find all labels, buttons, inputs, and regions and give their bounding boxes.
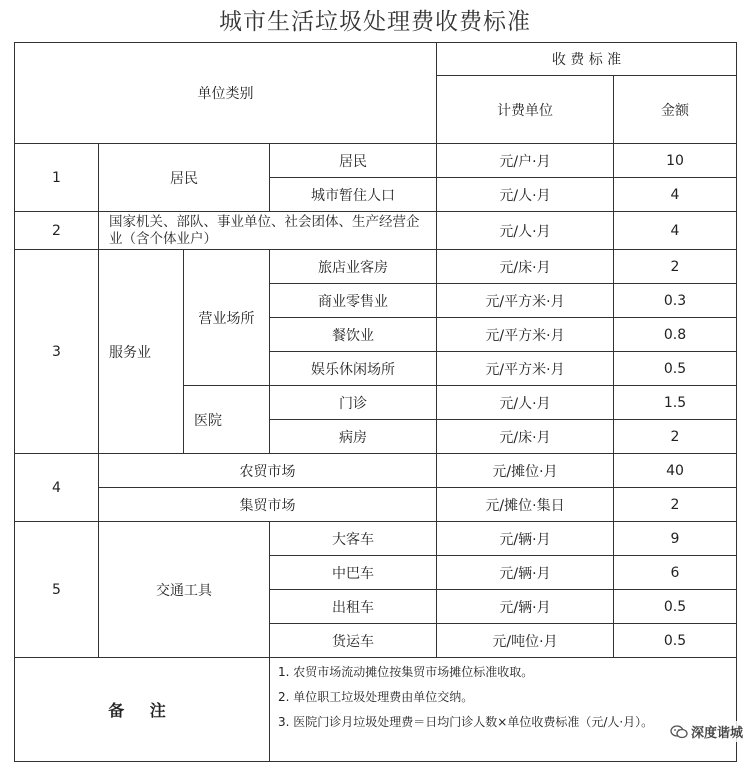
notes-label: 备 注 xyxy=(15,658,270,762)
page-title: 城市生活垃圾处理费收费标准 xyxy=(219,9,531,35)
note-item: 2. 单位职工垃圾处理费由单位交纳。 xyxy=(278,690,474,704)
note-item: 3. 医院门诊月垃圾处理费＝日均门诊人数×单位收费标准（元/人·月）。 xyxy=(278,715,654,729)
item-name: 病房 xyxy=(270,420,437,454)
billing-unit: 元/人·月 xyxy=(437,178,614,212)
billing-unit: 元/户·月 xyxy=(437,144,614,178)
watermark-text: 深度谐城 xyxy=(690,726,743,741)
item-name: 商业零售业 xyxy=(270,284,437,318)
wechat-icon xyxy=(670,725,688,739)
amount: 0.5 xyxy=(614,624,737,658)
item-name: 出租车 xyxy=(270,590,437,624)
item-name: 旅店业客房 xyxy=(270,250,437,284)
amount: 10 xyxy=(614,144,737,178)
amount: 4 xyxy=(614,178,737,212)
subgroup-name: 医院 xyxy=(184,386,270,454)
amount: 0.3 xyxy=(614,284,737,318)
group-number: 2 xyxy=(15,212,99,250)
billing-unit: 元/人·月 xyxy=(437,386,614,420)
amount: 0.8 xyxy=(614,318,737,352)
billing-unit: 元/吨位·月 xyxy=(437,624,614,658)
billing-unit: 元/床·月 xyxy=(437,420,614,454)
group-number: 5 xyxy=(15,522,99,658)
watermark xyxy=(667,721,746,742)
amount: 9 xyxy=(614,522,737,556)
notes-content xyxy=(270,658,737,762)
group-number: 3 xyxy=(15,250,99,454)
amount: 0.5 xyxy=(614,590,737,624)
amount: 2 xyxy=(614,488,737,522)
group-name: 服务业 xyxy=(99,250,184,454)
group-number: 4 xyxy=(15,454,99,522)
billing-unit: 元/平方米·月 xyxy=(437,318,614,352)
subgroup-name: 营业场所 xyxy=(184,250,270,386)
billing-unit: 元/床·月 xyxy=(437,250,614,284)
header-amount: 金额 xyxy=(614,76,737,144)
billing-unit: 元/辆·月 xyxy=(437,590,614,624)
amount: 40 xyxy=(614,454,737,488)
amount: 4 xyxy=(614,212,737,250)
item-name: 中巴车 xyxy=(270,556,437,590)
amount: 2 xyxy=(614,250,737,284)
group-number: 1 xyxy=(15,144,99,212)
item-name: 居民 xyxy=(270,144,437,178)
item-name: 大客车 xyxy=(270,522,437,556)
item-name: 门诊 xyxy=(270,386,437,420)
billing-unit: 元/平方米·月 xyxy=(437,284,614,318)
amount: 2 xyxy=(614,420,737,454)
item-name: 农贸市场 xyxy=(99,454,437,488)
note-item: 1. 农贸市场流动摊位按集贸市场摊位标准收取。 xyxy=(278,665,534,679)
header-billing-unit: 计费单位 xyxy=(437,76,614,144)
item-name: 餐饮业 xyxy=(270,318,437,352)
amount: 0.5 xyxy=(614,352,737,386)
header-standard: 收 费 标 准 xyxy=(437,43,737,76)
item-name: 货运车 xyxy=(270,624,437,658)
fee-standard-table xyxy=(14,42,737,762)
item-name: 城市暂住人口 xyxy=(270,178,437,212)
group-name: 居民 xyxy=(99,144,270,212)
billing-unit: 元/摊位·集日 xyxy=(437,488,614,522)
billing-unit: 元/摊位·月 xyxy=(437,454,614,488)
amount: 1.5 xyxy=(614,386,737,420)
group-description: 国家机关、部队、事业单位、社会团体、生产经营企业（含个体业户） xyxy=(99,212,437,250)
billing-unit: 元/辆·月 xyxy=(437,522,614,556)
item-name: 娱乐休闲场所 xyxy=(270,352,437,386)
group-name: 交通工具 xyxy=(99,522,270,658)
billing-unit: 元/人·月 xyxy=(437,212,614,250)
item-name: 集贸市场 xyxy=(99,488,437,522)
header-category: 单位类别 xyxy=(15,43,437,144)
amount: 6 xyxy=(614,556,737,590)
billing-unit: 元/平方米·月 xyxy=(437,352,614,386)
billing-unit: 元/辆·月 xyxy=(437,556,614,590)
